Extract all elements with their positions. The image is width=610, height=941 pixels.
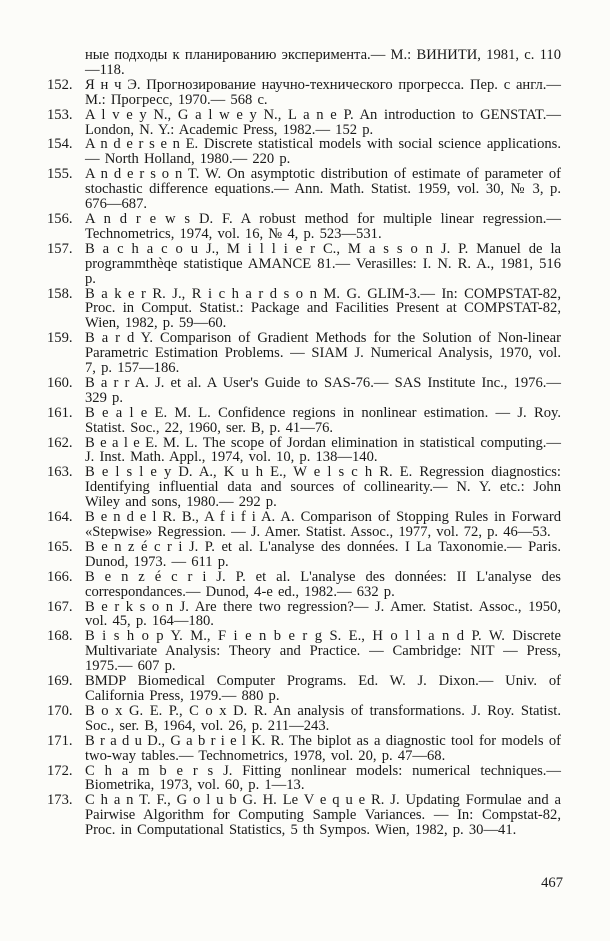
- reference-entry: [47, 78, 561, 108]
- entry-text: A n d r e w s D. F. A robust method for multiple linear regression.— Technometrics, 1974, vol. 16, № 4, p. 523—531.: [85, 210, 561, 242]
- entry-number: 167.: [47, 598, 73, 615]
- entry-number: 159.: [47, 330, 73, 347]
- bibliography-text-block: [47, 48, 561, 838]
- entry-text: B i s h o p Y. M., F i e n b e r g S. E., H o l l a n d P. W. Discrete Multivariate Analysis: Theory and Practice. — Cambridge: NIT — Press, 1975.— 607 p.: [85, 628, 561, 675]
- entry-number: 156.: [47, 210, 73, 227]
- entry-text: B a c h a c o u J., M i l l i e r C., M a s s o n J. P. Manuel de la programmthèqe statistique AMANCE 81.— Verasilles: I. N. R. A., 1981, 516 p.: [85, 240, 561, 287]
- reference-entry: [47, 108, 561, 138]
- page-number: 467: [541, 875, 563, 891]
- reference-entry: [47, 674, 561, 704]
- reference-entry: [47, 137, 561, 167]
- entry-text: BMDP Biomedical Computer Programs. Ed. W. J. Dixon.— Univ. of California Press, 1979.— 880 p.: [85, 673, 561, 704]
- reference-entry: [47, 510, 561, 540]
- entry-text: B o x G. E. P., C o x D. R. An analysis of transformations. J. Roy. Statist. Soc., ser. B, 1964, vol. 26, p. 211—243.: [85, 702, 561, 734]
- reference-entry: [47, 704, 561, 734]
- reference-entry: [47, 540, 561, 570]
- entry-number: 155.: [47, 166, 73, 183]
- entry-text: B e n z é c r i J. P. et al. L'analyse des données. I La Taxonomie.— Paris. Dunod, 1973. — 611 p.: [85, 538, 561, 570]
- reference-entry: [47, 406, 561, 436]
- entry-text: B e n d e l R. B., A f i f i A. A. Comparison of Stopping Rules in Forward «Stepwise» Regression. — J. Amer. Statist. Assoc., 1977, vol. 72, p. 46—53.: [85, 509, 561, 540]
- entry-number: 164.: [47, 509, 73, 526]
- reference-entry: [47, 764, 561, 794]
- entry-text: B e a l e E. M. L. The scope of Jordan elimination in statistical computing.— J. Inst. Math. Appl., 1974, vol. 10, p. 138—140.: [85, 434, 561, 466]
- entry-text: B e l s l e y D. A., K u h E., W e l s c h R. E. Regression diagnostics: Identifying influential data and sources of collinearity.— N. Y. etc.: John Wiley and sons, 1980.— 292 p.: [85, 464, 561, 511]
- entry-number: 172.: [47, 762, 73, 779]
- entry-number: 173.: [47, 792, 73, 809]
- entry-text: B e a l e E. M. L. Confidence regions in nonlinear estimation. — J. Roy. Statist. Soc., 22, 1960, ser. B, p. 41—76.: [85, 404, 561, 436]
- reference-entry: [47, 629, 561, 674]
- entry-number: 161.: [47, 404, 73, 421]
- entry-number: 169.: [47, 673, 73, 690]
- continuation-paragraph: ные подходы к планированию эксперимента.— М.: ВИНИТИ, 1981, с. 110—118.: [85, 47, 561, 78]
- entry-text: B e n z é c r i J. P. et al. L'analyse des données: II L'analyse des correspondances.— Dunod, 4-e ed., 1982.— 632 p.: [85, 568, 561, 600]
- entry-number: 163.: [47, 464, 73, 481]
- entry-number: 157.: [47, 240, 73, 257]
- entry-number: 152.: [47, 76, 73, 93]
- entry-text: B a r r A. J. et al. A User's Guide to SAS-76.— SAS Institute Inc., 1976.— 329 p.: [85, 374, 561, 406]
- reference-entry: [47, 242, 561, 287]
- entry-number: 162.: [47, 434, 73, 451]
- entry-text: A n d e r s e n E. Discrete statistical models with social science applications. — North Holland, 1980.— 220 p.: [85, 136, 561, 168]
- reference-entry: [47, 570, 561, 600]
- entry-text: Я н ч Э. Прогнозирование научно-технического прогресса. Пер. с англ.— М.: Прогресс, 1970.— 568 с.: [85, 76, 561, 108]
- entry-number: 158.: [47, 285, 73, 302]
- reference-entry: [47, 167, 561, 212]
- entry-text: C h a m b e r s J. Fitting nonlinear models: numerical techniques.— Biometrika, 1973, vol. 60, p. 1—13.: [85, 762, 561, 794]
- reference-entry: [47, 734, 561, 764]
- reference-entry: [47, 376, 561, 406]
- reference-entry: [47, 436, 561, 466]
- reference-entry: [47, 465, 561, 510]
- entry-text: B a r d Y. Comparison of Gradient Methods for the Solution of Non-linear Parametric Estimation Problems. — SIAM J. Numerical Analysis, 1970, vol. 7, p. 157—186.: [85, 330, 561, 377]
- entry-text: B r a d u D., G a b r i e l K. R. The biplot as a diagnostic tool for models of two-way tables.— Technometrics, 1978, vol. 20, p. 47—68.: [85, 732, 561, 764]
- reference-entry: [47, 600, 561, 630]
- entry-text: B e r k s o n J. Are there two regression?— J. Amer. Statist. Assoc., 1950, vol. 45, p. 164—180.: [85, 598, 561, 630]
- entry-text: B a k e r R. J., R i c h a r d s o n M. G. GLIM-3.— In: COMPSTAT-82, Proc. in Comput. Statist.: Package and Facilities Present at COMPSTAT-82, Wien, 1982, p. 59—60.: [85, 285, 561, 332]
- entry-number: 170.: [47, 702, 73, 719]
- entry-number: 165.: [47, 538, 73, 555]
- entry-number: 168.: [47, 628, 73, 645]
- reference-entry: [47, 793, 561, 838]
- reference-entry: [47, 331, 561, 376]
- reference-entry: [47, 212, 561, 242]
- entry-number: 160.: [47, 374, 73, 391]
- entry-number: 166.: [47, 568, 73, 585]
- entry-text: A n d e r s o n T. W. On asymptotic distribution of estimate of parameter of stochastic difference equations.— Ann. Math. Statist. 1959, vol. 30, № 3, p. 676—687.: [85, 166, 561, 213]
- entry-number: 171.: [47, 732, 73, 749]
- entry-number: 154.: [47, 136, 73, 153]
- reference-entry: [47, 287, 561, 332]
- entry-text: A l v e y N., G a l w e y N., L a n e P. An introduction to GENSTAT.— London, N. Y.: Academic Press, 1982.— 152 p.: [85, 106, 561, 138]
- reference-list: [47, 78, 561, 838]
- entry-text: C h a n T. F., G o l u b G. H. Le V e q u e R. J. Updating Formulae and a Pairwise Algorithm for Computing Sample Variances. — In: Compstat-82, Proc. in Computational Statistics, 5 th Sympos. Wien, 1982, p. 30—41.: [85, 792, 561, 839]
- entry-number: 153.: [47, 106, 73, 123]
